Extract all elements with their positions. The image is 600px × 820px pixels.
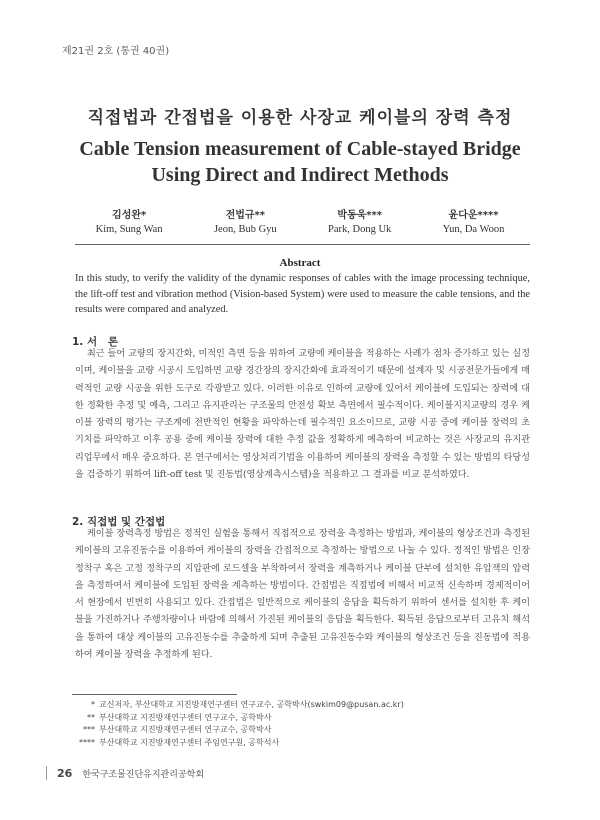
author-korean-name: 전법규**	[225, 210, 266, 221]
footnote	[78, 737, 404, 750]
footnote	[78, 724, 404, 737]
author-english-name: Jeon, Bub Gyu	[213, 224, 277, 235]
section-2-paragraph: 케이블 장력측정 방법은 정적인 실험을 통해서 직접적으로 장력을 측정하는 방법과, 케이블의 형상조건과 측정된 케이블의 고유진동수를 이용하여 케이블의 장력을 간접적으로 측정하는 방법으로 나눌 수 있다. 정적인 방법은 인장 정착구 혹은 고정 정착구의 지압판에 로드셀을 부착하여서 장력을 계측하거나 케이블 단부에 설치한 유압잭의 압력을 측정하여서 케이블에 도입된 장력을 계측하는 방법이다. 간접법은 직접법에 비해서 비교적 신속하며 경제적이어서 현장에서 빈번히 사용되고 있다. 간접법은 일반적으로 케이블의 응답을 획득하기 위하여 센서를 설치한 후 케이블을 가진하거나 주행차량이나 바람에 의해서 가진된 케이블의 응답을 획득한다. 획득된 응답으로부터 고유치 해석을 통하여 대상 케이블의 고유진동수를 추출하게 되며 추출된 고유진동수와 케이블의 형상조건 등을 진동법에 적용하여 케이블 장력을 추정하게 된다.	[75, 529, 530, 661]
footnote-divider	[72, 694, 237, 695]
author-2	[214, 206, 277, 235]
page-number: 26	[57, 766, 73, 780]
footnote-mark: *	[91, 700, 95, 709]
author-1	[96, 206, 163, 235]
author-korean-name: 박동욱***	[337, 210, 382, 221]
korean-title: 직접법과 간접법을 이용한 사장교 케이블의 장력 측정	[87, 108, 513, 128]
author-4	[443, 206, 505, 235]
divider	[75, 244, 530, 245]
footnote-mark: ***	[83, 725, 95, 735]
author-english-name: Park, Dong Uk	[328, 224, 392, 235]
section-2-body	[75, 526, 530, 664]
footnote-mark: ****	[79, 737, 95, 747]
footnote-text: 부산대학교 지진방재연구센터 주임연구원, 공학석사	[99, 737, 280, 747]
author-korean-name: 김성완*	[112, 210, 147, 221]
footnote-text: 부산대학교 지진방재연구센터 연구교수, 공학박사	[99, 725, 272, 735]
author-korean-name: 윤다운****	[448, 210, 499, 221]
author-3	[328, 206, 391, 235]
volume-header: 제21권 2호 (통권 40권)	[62, 46, 170, 57]
author-english-name: Kim, Sung Wan	[95, 224, 163, 235]
page-footer	[46, 766, 204, 780]
footnote-mark: **	[87, 712, 95, 722]
footnote-text: 교신저자, 부산대학교 지진방재연구센터 연구교수, 공학박사(swkim09@pusan.ac.kr)	[99, 700, 404, 709]
footnote-text: 부산대학교 지진방재연구센터 연구교수, 공학박사	[99, 712, 272, 722]
section-1-title: 1. 서 론	[72, 336, 119, 348]
english-title: Cable Tension measurement of Cable-stayed Bridge Using Direct and Indirect Methods	[79, 138, 521, 186]
footer-bar	[46, 766, 47, 780]
abstract-heading: Abstract	[279, 257, 321, 269]
footnote	[78, 699, 404, 712]
abstract-text: In this study, to verify the validity of the dynamic responses of cables with the image processing technique, the lift-off test and vibration method (Vision-based System) were used to measure the cable tensions, and the results were compared and analyzed.	[75, 273, 530, 316]
footnote	[78, 712, 404, 725]
author-list	[70, 206, 530, 235]
footnotes	[78, 699, 404, 749]
journal-name: 한국구조물진단유지관리공학회	[82, 769, 205, 780]
section-2-title: 2. 직접법 및 간접법	[72, 516, 166, 528]
section-1-paragraph: 최근 들어 교량의 장지간화, 미적인 측면 등을 위하여 교량에 케이블을 적용하는 사례가 점차 증가하고 있는 실정이며, 케이블을 교량 시공시 도입하면 교량 경간장의 장지간화에 효과적이기 때문에 설계자 및 시공전문가들에게 매력적인 교량 시공을 위한 도구로 각광받고 있다. 이러한 이유로 인하여 교량에 있어서 케이블에 도입되는 장력에 대한 정확한 추정 및 예측, 그리고 유지관리는 구조물의 안전성 확보 측면에서 필수적이다. 케이블지지교량의 경우 케이블 장력의 평가는 구조계에 전반적인 현황을 파악하는데 필수적인 요소이므로, 교량 시공 중에 케이블 장력의 초기치를 파악하고 이후 공용 중에 케이블 장력에 대한 추정 값을 정확하게 예측하여 비교하는 것은 사장교의 유지관리업무에서 매우 중요하다. 본 연구에서는 영상처리기법을 이용하여 케이블의 장력을 측정할 수 있는 방법의 타당성을 검증하기 위하여 lift-off test 및 진동법(영상계측시스템)을 적용하고 그 결과를 비교 분석하였다.	[75, 349, 530, 481]
author-english-name: Yun, Da Woon	[442, 224, 505, 235]
section-1-body	[75, 346, 530, 484]
